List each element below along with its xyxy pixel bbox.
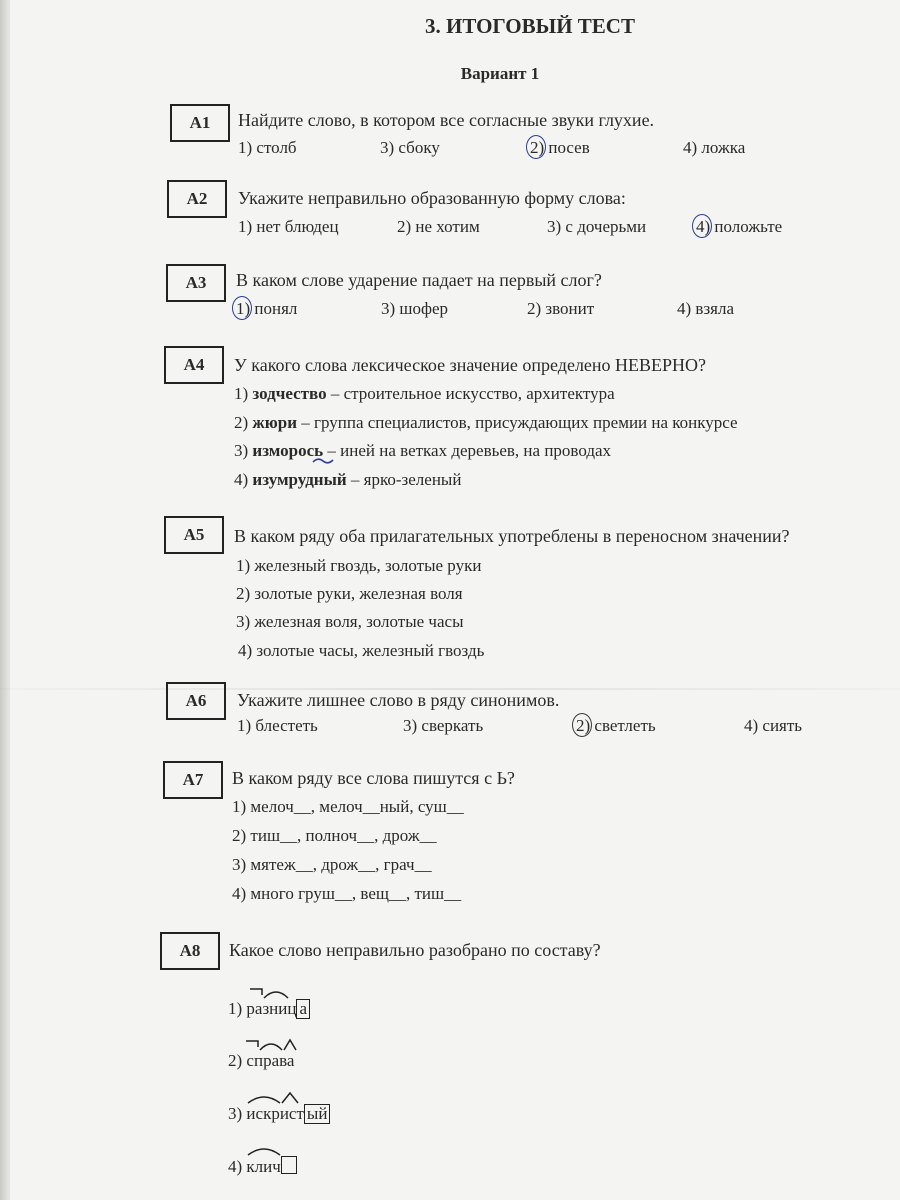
- task-question: Найдите слово, в котором все согласные звуки глухие.: [238, 110, 655, 130]
- pen-circle-mark: [692, 214, 712, 238]
- option-selected[interactable]: 4) положьте: [696, 217, 782, 237]
- word-stem: разниц: [246, 999, 297, 1018]
- page-edge: [0, 0, 10, 1200]
- word-stem: искрист: [246, 1104, 304, 1123]
- option[interactable]: 3) мятеж__, дрож__, грач__: [232, 855, 432, 874]
- task-question: В каком ряду оба прилагательных употреблены в переносном значении?: [234, 526, 790, 546]
- pen-circle-mark: [572, 713, 592, 737]
- task-question: Укажите неправильно образованную форму слова:: [238, 188, 626, 208]
- ending-box: ый: [304, 1104, 331, 1124]
- task-label: A8: [160, 932, 220, 970]
- option[interactable]: 3) искрист ый: [228, 1104, 330, 1124]
- option[interactable]: 3) шофер: [381, 299, 449, 318]
- option[interactable]: 3) железная воля, золотые часы: [236, 612, 464, 631]
- task-label: A1: [170, 104, 230, 142]
- option-selected[interactable]: 2) посев: [530, 138, 590, 158]
- morpheme-marks: [246, 1143, 286, 1157]
- option-selected[interactable]: 2) светлеть: [576, 716, 656, 736]
- word-stem: клич: [246, 1157, 281, 1176]
- option[interactable]: 2) звонит: [527, 299, 595, 318]
- task-label: A7: [163, 761, 223, 799]
- option[interactable]: 4) изумрудный – ярко-зеленый: [234, 470, 462, 489]
- option[interactable]: 4) сиять: [744, 716, 803, 735]
- option[interactable]: 4) клич: [228, 1156, 297, 1177]
- option[interactable]: 3) изморось – иней на ветках деревьев, на проводах: [234, 441, 612, 460]
- word-ending: а: [286, 1051, 295, 1070]
- option[interactable]: 1) нет блюдец: [238, 217, 339, 236]
- option[interactable]: 4) золотые часы, железный гвоздь: [238, 641, 485, 660]
- morpheme-marks: [244, 1038, 314, 1052]
- option[interactable]: 3) сверкать: [403, 716, 484, 735]
- variant-heading: Вариант 1: [460, 64, 540, 83]
- task-question: В каком слове ударение падает на первый слог?: [236, 270, 602, 290]
- option[interactable]: 3) с дочерьми: [547, 217, 647, 236]
- task-label: A3: [166, 264, 226, 302]
- option[interactable]: 1) железный гвоздь, золотые руки: [236, 556, 482, 575]
- pen-underline-mark: [312, 456, 334, 466]
- option[interactable]: 4) много груш__, вещ__, тиш__: [232, 884, 462, 903]
- option[interactable]: 4) ложка: [683, 138, 746, 157]
- option[interactable]: 1) мелоч__, мелоч__ный, суш__: [232, 797, 464, 816]
- option[interactable]: 4) взяла: [677, 299, 735, 318]
- task-label: A5: [164, 516, 224, 554]
- task-label: A2: [167, 180, 227, 218]
- option[interactable]: 3) сбоку: [380, 138, 440, 157]
- task-label: A6: [166, 682, 226, 720]
- option[interactable]: 1) зодчество – строительное искусство, архитектура: [234, 384, 615, 403]
- option[interactable]: 2) золотые руки, железная воля: [236, 584, 463, 603]
- option[interactable]: 1) разниц а: [228, 999, 310, 1019]
- morpheme-marks: [248, 986, 308, 1000]
- pen-circle-mark: [526, 135, 546, 159]
- option[interactable]: 2) справа: [228, 1051, 295, 1070]
- empty-ending-box: [281, 1156, 297, 1174]
- option-selected[interactable]: 1) понял: [236, 299, 297, 319]
- task-question: Укажите лишнее слово в ряду синонимов.: [237, 690, 560, 710]
- task-label: A4: [164, 346, 224, 384]
- pen-circle-mark: [232, 296, 252, 320]
- morpheme-marks: [246, 1091, 316, 1105]
- task-question: Какое слово неправильно разобрано по составу?: [229, 940, 601, 960]
- option[interactable]: 2) не хотим: [397, 217, 480, 236]
- option[interactable]: 1) блестеть: [237, 716, 318, 735]
- option[interactable]: 1) столб: [238, 138, 297, 157]
- ending-box: а: [296, 999, 310, 1019]
- task-question: В каком ряду все слова пишутся с Ь?: [232, 768, 515, 788]
- option[interactable]: 2) тиш__, полноч__, дрож__: [232, 826, 437, 845]
- task-question: У какого слова лексическое значение определено НЕВЕРНО?: [234, 355, 707, 375]
- page-title: 3. ИТОГОВЫЙ ТЕСТ: [425, 14, 635, 38]
- word-stem: справ: [246, 1051, 287, 1070]
- option[interactable]: 2) жюри – группа специалистов, присуждающих премии на конкурсе: [234, 413, 738, 432]
